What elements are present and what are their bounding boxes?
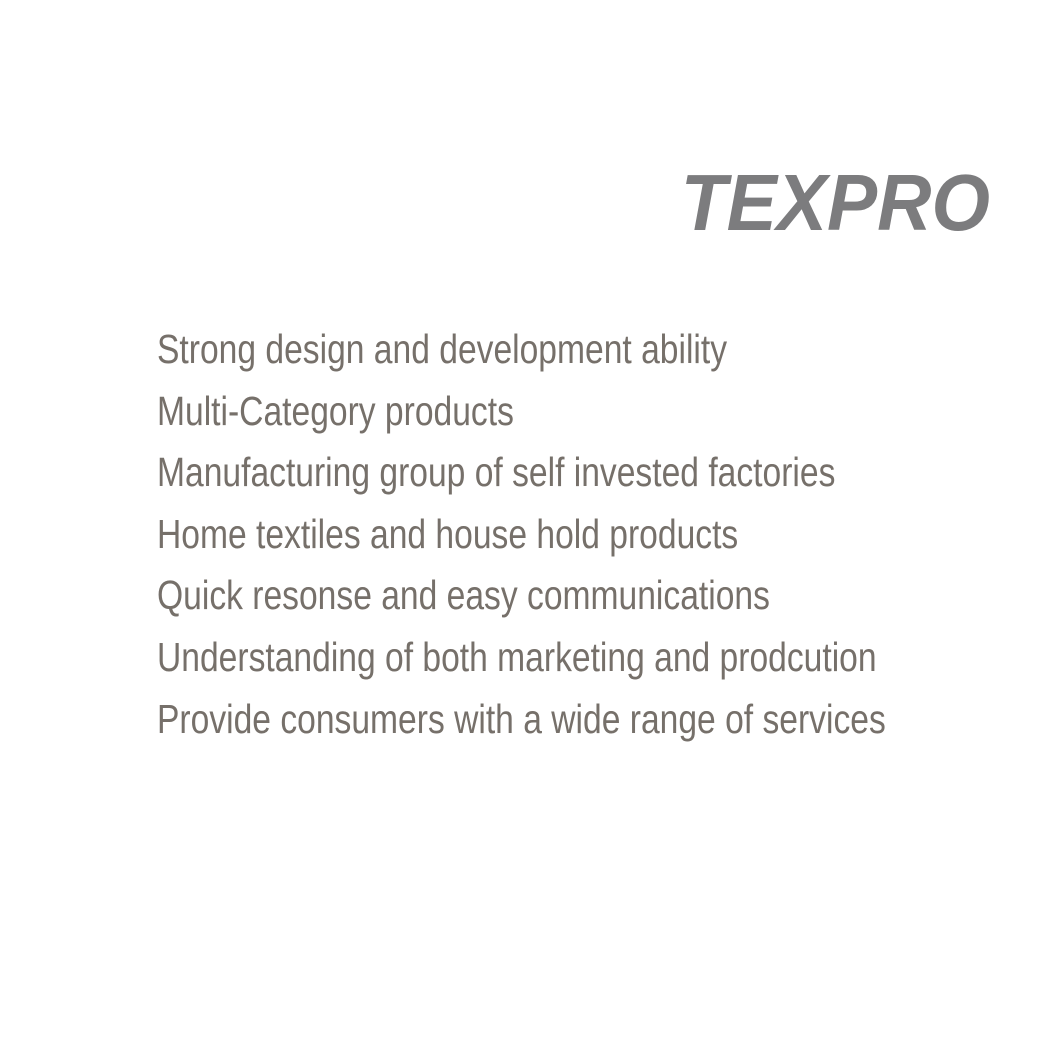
feature-list xyxy=(157,319,1046,750)
feature-item-quick-response: Quick resonse and easy communications xyxy=(157,572,770,619)
feature-item-home-textiles: Home textiles and house hold products xyxy=(157,510,739,557)
feature-item-manufacturing-group: Manufacturing group of self invested factories xyxy=(157,449,836,496)
feature-item-design-ability: Strong design and development ability xyxy=(157,326,728,372)
feature-item-multi-category: Multi-Category products xyxy=(157,387,514,434)
feature-item-wide-services: Provide consumers with a wide range of services xyxy=(157,695,886,742)
feature-item-understanding: Understanding of both marketing and prodcution xyxy=(157,633,877,680)
brand-logo-texpro: TEXPRO xyxy=(680,158,990,247)
